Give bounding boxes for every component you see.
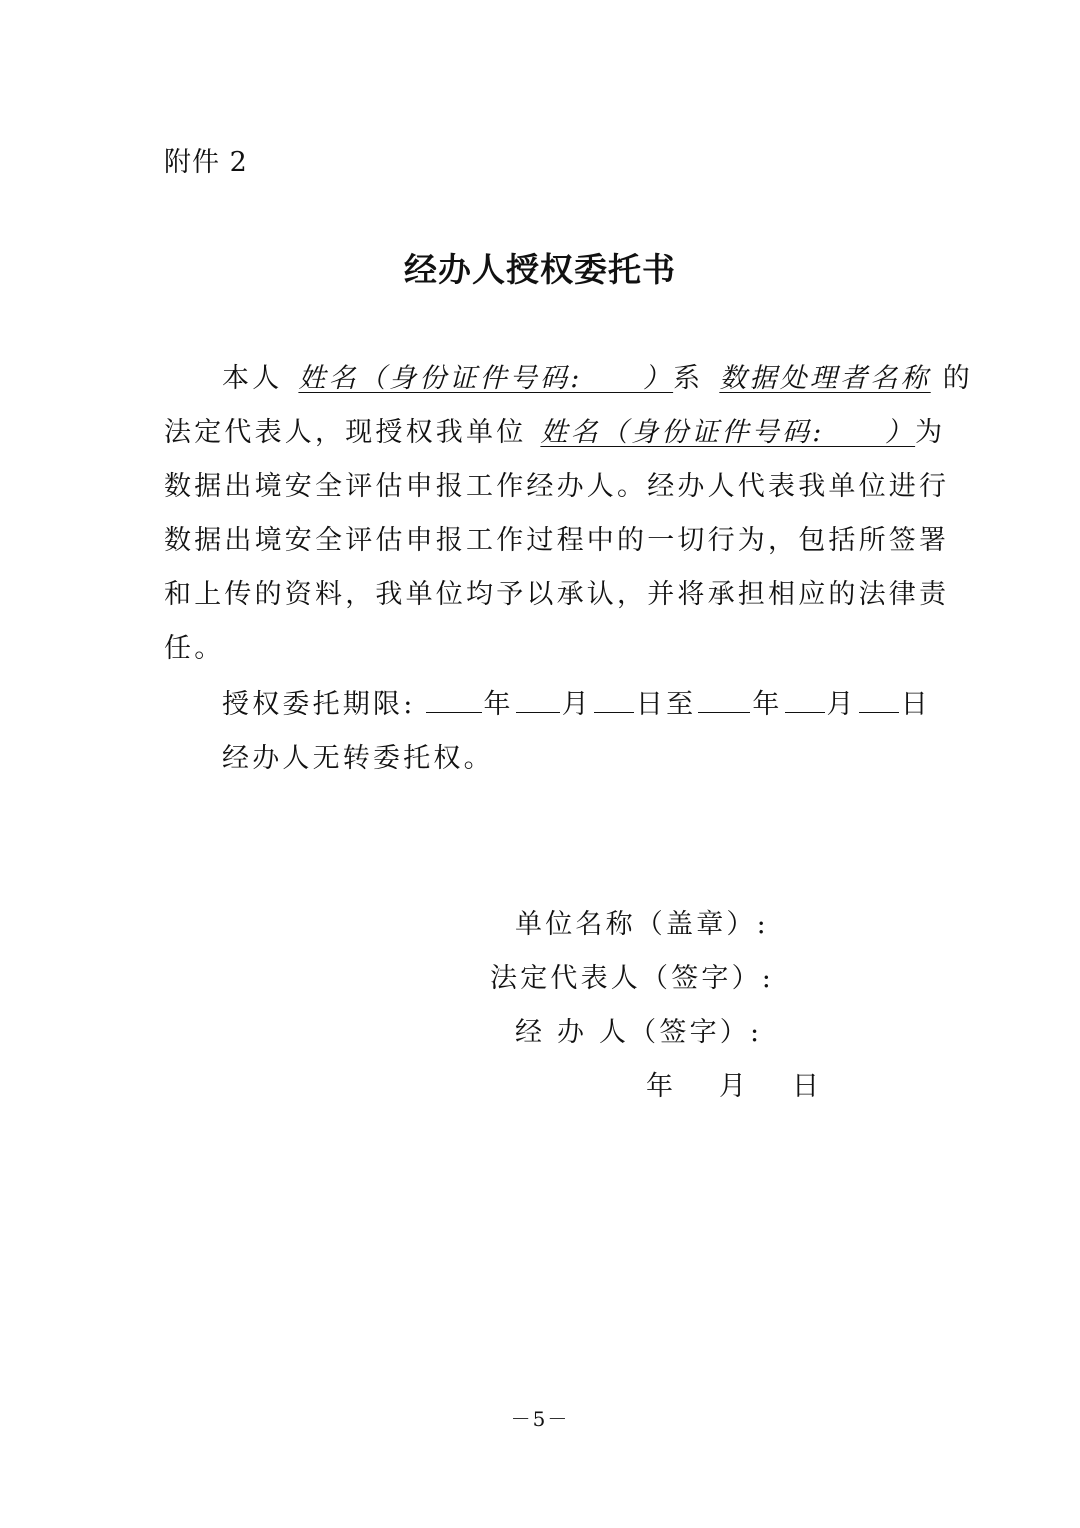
date-day-label: 日: [792, 1071, 819, 1102]
page-number: －5－: [510, 1407, 570, 1431]
paragraph-line-2: [164, 406, 945, 460]
processor-name-field: 数据处理者名称: [719, 363, 931, 394]
end-year-blank: [698, 690, 750, 713]
line1-middle: 系: [673, 363, 704, 394]
line2-suffix: 为: [915, 417, 946, 448]
period-label: 授权委托期限:: [222, 689, 416, 720]
document-title: 经办人授权委托书: [404, 250, 676, 289]
signature-date: [646, 1069, 819, 1105]
start-year-blank: [426, 690, 482, 713]
end-month-label: 月: [826, 689, 857, 720]
paragraph-line-4: 数据出境安全评估申报工作过程中的一切行为，包括所签署: [164, 525, 950, 556]
attachment-label: 附件 2: [164, 147, 248, 178]
line1-suffix: 的: [942, 363, 973, 394]
start-month-blank: [516, 690, 560, 713]
date-year-label: 年: [646, 1071, 673, 1102]
agent-signature-label: 经 办 人（签字）:: [515, 1017, 763, 1048]
paragraph-line-5: 和上传的资料，我单位均予以承认，并将承担相应的法律责: [164, 579, 950, 610]
paragraph-line-3: 数据出境安全评估申报工作经办人。经办人代表我单位进行: [164, 471, 950, 502]
legal-rep-signature-label: 法定代表人（签字）:: [490, 963, 775, 994]
no-transfer-line: 经办人无转委托权。: [222, 743, 494, 774]
end-day-blank: [859, 690, 899, 713]
paragraph-line-1: [164, 352, 973, 406]
start-day-label: 日至: [635, 689, 697, 720]
end-month-blank: [785, 690, 825, 713]
unit-seal-label: 单位名称（盖章）:: [515, 909, 769, 940]
paragraph-line-6: 任。: [164, 633, 225, 664]
start-month-label: 月: [561, 689, 592, 720]
start-day-blank: [594, 690, 634, 713]
end-day-label: 日: [900, 689, 931, 720]
person-name-id-field: 姓名（身份证件号码: ）: [298, 363, 674, 394]
start-year-label: 年: [483, 689, 514, 720]
line2-prefix: 法定代表人，现授权我单位: [164, 417, 527, 448]
line1-prefix: 本人: [222, 363, 283, 394]
period-line: [164, 678, 931, 732]
date-month-label: 月: [719, 1071, 746, 1102]
end-year-label: 年: [752, 689, 783, 720]
agent-name-id-field: 姓名（身份证件号码: ）: [540, 417, 916, 448]
